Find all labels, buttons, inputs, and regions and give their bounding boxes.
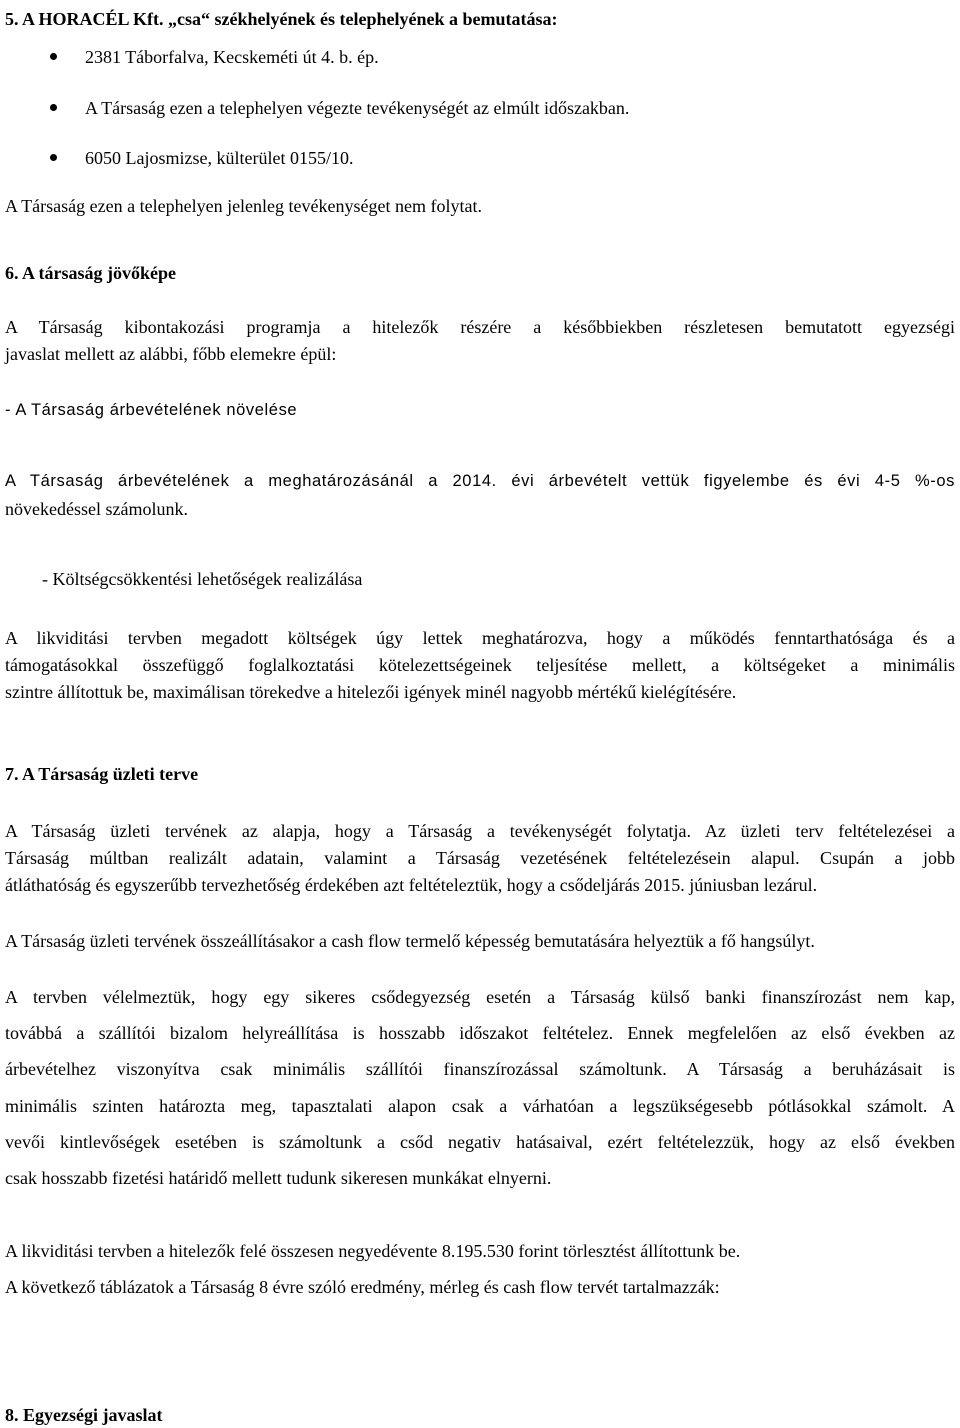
section-7-heading: 7. A Társaság üzleti terve <box>5 764 199 784</box>
list-item-title: - A Társaság árbevételének növelése <box>5 401 298 419</box>
paragraph-line: A következő táblázatok a Társaság 8 évre szóló eredmény, mérleg és cash flow tervét tartalmazzák: <box>5 1277 720 1297</box>
paragraph-line: növekedéssel számolunk. <box>5 499 188 519</box>
bullet-item: A Társaság ezen a telephelyen végezte tevékenységét az elmúlt időszakban. <box>85 98 630 118</box>
paragraph-line: minimális szinten határozta meg, tapasztalati alapon csak a várhatóan a legszükségesebb pótlásokkal számolt. A <box>5 1096 955 1116</box>
paragraph-line: A Társaság üzleti tervének az alapja, hogy a Társaság a tevékenységét folytatja. Az üzleti terv feltételezései a <box>5 821 955 841</box>
paragraph-line: támogatásokkal összefüggő foglalkoztatási kötelezettségeinek teljesítése mellett, a költségeket a minimális <box>5 655 955 675</box>
bullet-item: 6050 Lajosmizse, külterület 0155/10. <box>85 148 354 168</box>
paragraph-line: átláthatóság és egyszerűbb tervezhetőség érdekében azt feltételeztük, hogy a csődeljárás 2015. júniusban lezárul. <box>5 875 818 895</box>
section-8-heading: 8. Egyezségi javaslat <box>5 1405 163 1425</box>
paragraph-line: szintre állítottuk be, maximálisan törekedve a hitelezői igények minél nagyobb mértékű kielégítésére. <box>5 682 737 702</box>
paragraph-line: A Társaság árbevételének a meghatározásánál a 2014. évi árbevételt vettük figyelembe és évi 4-5 %-os <box>5 472 955 490</box>
bullet-dot-icon <box>50 53 57 60</box>
paragraph-line: továbbá a szállítói bizalom helyreállítása is hosszabb időszakot feltételez. Ennek megfelelően az első években az <box>5 1023 955 1043</box>
paragraph-line: árbevételhez viszonyítva csak minimális szállítói finanszírozással számoltunk. A Társaság a beruházásait is <box>5 1059 955 1079</box>
bullet-dot-icon <box>50 154 57 161</box>
section-6-heading: 6. A társaság jövőképe <box>5 263 176 283</box>
paragraph-line: A likviditási tervben a hitelezők felé összesen negyedévente 8.195.530 forint törlesztést állítottunk be. <box>5 1241 741 1261</box>
paragraph-line: A Társaság kibontakozási programja a hitelezők részére a későbbiekben részletesen bemutatott egyezségi <box>5 317 955 337</box>
list-item-title: - Költségcsökkentési lehetőségek realizálása <box>42 569 363 589</box>
bullet-item: 2381 Táborfalva, Kecskeméti út 4. b. ép. <box>85 47 379 67</box>
paragraph-line: vevői kintlevőségek esetében is számoltunk a csőd negativ hatásaival, ezért feltételezzük, hogy az első években <box>5 1132 955 1152</box>
paragraph-line: A tervben vélelmeztük, hogy egy sikeres csődegyezség esetén a Társaság külső banki finanszírozást nem kap, <box>5 987 955 1007</box>
paragraph-line: csak hosszabb fizetési határidő mellett tudunk sikeresen munkákat elnyerni. <box>5 1168 552 1188</box>
paragraph-line: A Társaság üzleti tervének összeállításakor a cash flow termelő képesség bemutatására helyeztük a fő hangsúlyt. <box>5 931 815 951</box>
paragraph-line: A likviditási tervben megadott költségek úgy lettek meghatározva, hogy a működés fenntarthatósága és a <box>5 628 955 648</box>
bullet-dot-icon <box>50 104 57 111</box>
section-5-heading: 5. A HORACÉL Kft. „csa“ székhelyének és telephelyének a bemutatása: <box>5 9 558 29</box>
section-5-note: A Társaság ezen a telephelyen jelenleg tevékenységet nem folytat. <box>5 196 482 216</box>
paragraph-line: Társaság múltban realizált adatain, valamint a Társaság vezetésének feltételezésein alapul. Csupán a jobb <box>5 848 955 868</box>
paragraph-line: javaslat mellett az alábbi, főbb elemekre épül: <box>5 344 337 364</box>
